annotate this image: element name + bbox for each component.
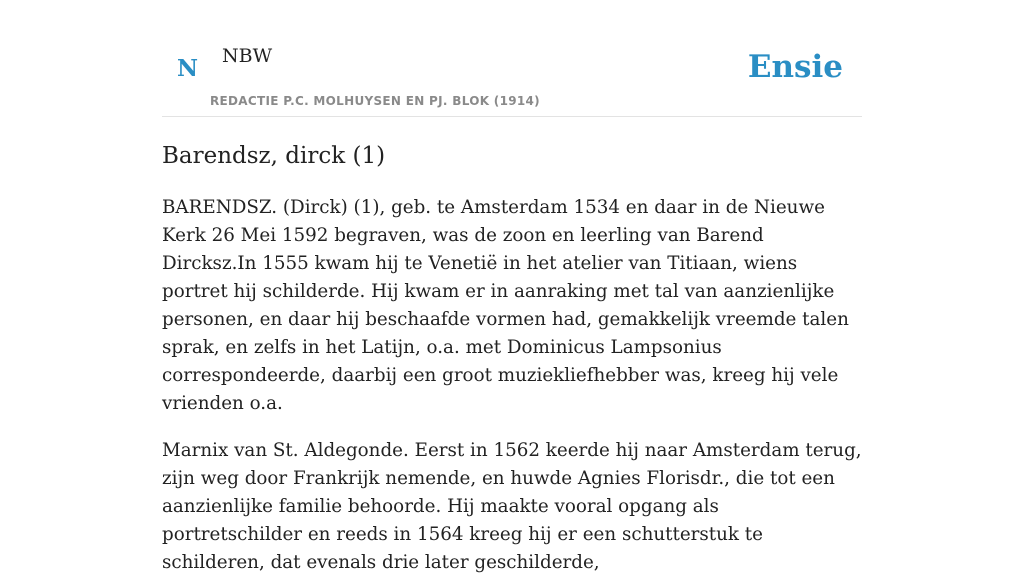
- source-subtitle: REDACTIE P.C. MOLHUYSEN EN PJ. BLOK (1914): [210, 94, 540, 108]
- brand-logo-link[interactable]: Ensie: [747, 49, 843, 85]
- article-paragraph-1: BARENDSZ. (Dirck) (1), geb. te Amsterdam 1534 en daar in de Nieuwe Kerk 26 Mei 1592 begraven, was de zoon en leerling van Barend Dircksz.In 1555 kwam hij te Venetië in het atelier van Titiaan, wiens portret hij schilderde. Hij kwam er in aanraking met tal van aanzienlijke personen, en daar hij beschaafde vormen had, gemakkelijk vreemde talen sprak, en zelfs in het Latijn, o.a. met Dominicus Lampsonius correspondeerde, daarbij een groot muziekliefhebber was, kreeg hij vele vrienden o.a.: [162, 197, 849, 414]
- header: [162, 0, 862, 117]
- article-title: Barendsz, dirck (1): [162, 143, 386, 169]
- source-logo[interactable]: N: [177, 55, 199, 82]
- page: [162, 0, 862, 577]
- source-name[interactable]: NBW: [222, 45, 273, 67]
- article-paragraph-2: Marnix van St. Aldegonde. Eerst in 1562 keerde hij naar Amsterdam terug, zijn weg door Frankrijk nemende, en huwde Agnies Florisdr., die tot een aanzienlijke familie behoorde. Hij maakte vooral opgang als portretschilder en reeds in 1564 kreeg hij er een schutterstuk te schilderen, dat evenals drie later geschilderde,: [162, 440, 862, 573]
